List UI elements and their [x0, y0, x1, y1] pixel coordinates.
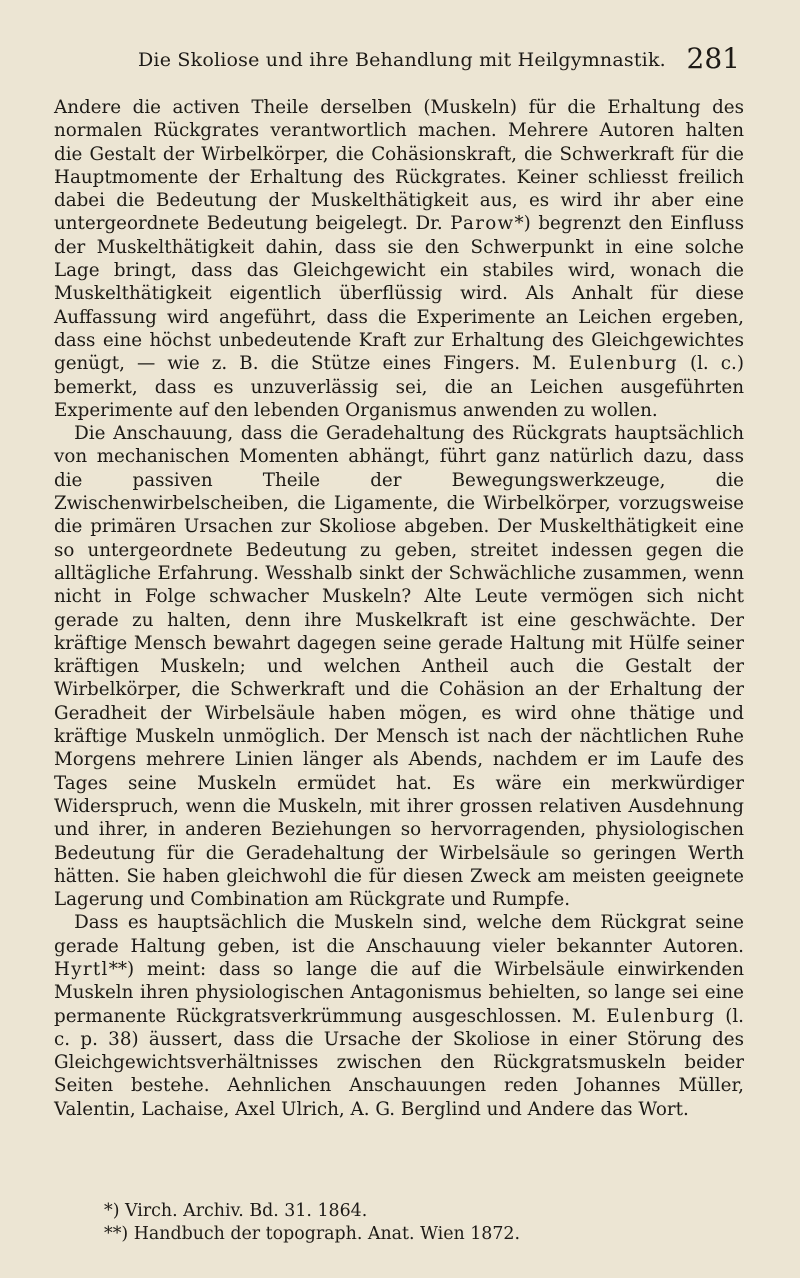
footnote-2: **) Handbuch der topograph. Anat. Wien 1872.: [104, 1223, 521, 1244]
footnote-1: *) Virch. Archiv. Bd. 31. 1864.: [104, 1201, 368, 1221]
author-name-hyrtl: Hyrtl: [54, 958, 109, 980]
author-name-parow: Parow: [450, 213, 515, 235]
body-text: [54, 96, 744, 1121]
author-name-eulenburg-2: Eulenburg: [606, 1005, 716, 1027]
paragraph-3-text-b: **) meint: dass so lange die auf die Wirbelsäule einwirkenden Muskeln ihren physiologischen Antagonismus behielten, so lange sei eine permanente Rückgratsverkrümmung ausgeschlossen. M.: [54, 958, 744, 1027]
paragraph-3-text-c: (l. c. p. 38) äussert, dass die Ursache der Skoliose in einer Störung des Gleichgewichtsverhältnisses zwischen den Rückgratsmuskeln beider Seiten bestehe. Aehnlichen Anschauungen reden Johannes Müller, Valentin, Lachaise, Axel Ulrich, A. G. Berglind und Andere das Wort.: [54, 1005, 744, 1120]
paragraph-3-text-a: Dass es hauptsächlich die Muskeln sind, welche dem Rückgrat seine gerade Haltung geben, ist die Anschauung vieler bekannter Autoren.: [54, 912, 744, 957]
paragraph-1: [54, 96, 744, 422]
paragraph-2: [54, 422, 744, 911]
running-title: Die Skoliose und ihre Behandlung mit Heilgymnastik.: [138, 49, 666, 71]
paragraph-1-text-a: Andere die activen Theile derselben (Muskeln) für die Erhaltung des normalen Rückgrates verantwortlich machen. Mehrere Autoren halten die Gestalt der Wirbelkörper, die Cohäsionskraft, die Schwerkraft für die Hauptmomente der Erhaltung des Rückgrates. Keiner schliesst freilich dabei die Bedeutung der Muskelthätigkeit aus, es wird ihr aber eine untergeordnete Bedeutung beigelegt. Dr.: [54, 97, 744, 235]
paragraph-2-text: Die Anschauung, dass die Geradehaltung des Rückgrats hauptsächlich von mechanischen Momenten abhängt, führt ganz natürlich dazu, dass die passiven Theile der Bewegungswerkzeuge, die Zwischenwirbelscheiben, die Ligamente, die Wirbelkörper, vorzugsweise die primären Ursachen zur Skoliose abgeben. Der Muskelthätigkeit eine so untergeordnete Bedeutung zu geben, streitet indessen gegen die alltägliche Erfahrung. Wesshalb sinkt der Schwächliche zusammen, wenn nicht in Folge schwacher Muskeln? Alte Leute vermögen sich nicht gerade zu halten, denn ihre Muskelkraft ist eine geschwächte. Der kräftige Mensch bewahrt dagegen seine gerade Haltung mit Hülfe seiner kräftigen Muskeln; und welchen Antheil auch die Gestalt der Wirbelkörper, die Schwerkraft und die Cohäsion an der Erhaltung der Geradheit der Wirbelsäule haben mögen, es wird ohne thätige und kräftige Muskeln unmöglich. Der Mensch ist nach der nächtlichen Ruhe Morgens mehrere Linien länger als Abends, nachdem er im Laufe des Tages seine Muskeln ermüdet hat. Es wäre ein merkwürdiger Widerspruch, wenn die Muskeln, mit ihrer grossen relativen Ausdehnung und ihrer, in anderen Beziehungen so hervorragenden, physiologischen Bedeutung für die Geradehaltung der Wirbelsäule so geringen Werth hätten. Sie haben gleichwohl die für diesen Zweck am meisten geeignete Lagerung und Combination am Rückgrate und Rumpfe.: [54, 423, 744, 911]
running-head: [130, 42, 740, 82]
paragraph-3: [54, 911, 744, 1121]
paragraph-1-text-b: *) begrenzt den Einfluss der Muskelthätigkeit dahin, dass sie den Schwerpunkt in eine solche Lage bringt, dass das Gleichgewicht ein stabiles wird, wonach die Muskelthätigkeit eigentlich überflüssig wird. Als Anhalt für diese Auffassung wird angeführt, dass die Experimente an Leichen ergeben, dass eine höchst unbedeutende Kraft zur Erhaltung des Gleichgewichtes genügt, — wie z. B. die Stütze eines Fingers. M.: [54, 213, 745, 375]
page-number: 281: [686, 42, 740, 75]
author-name-eulenburg: Eulenburg: [568, 353, 678, 375]
footnotes: [104, 1200, 724, 1245]
paragraph-1-text-c: (l. c.) bemerkt, dass es unzuverlässig sei, die an Leichen ausgeführten Experimente auf den lebenden Organismus anwenden zu wollen.: [54, 353, 744, 421]
